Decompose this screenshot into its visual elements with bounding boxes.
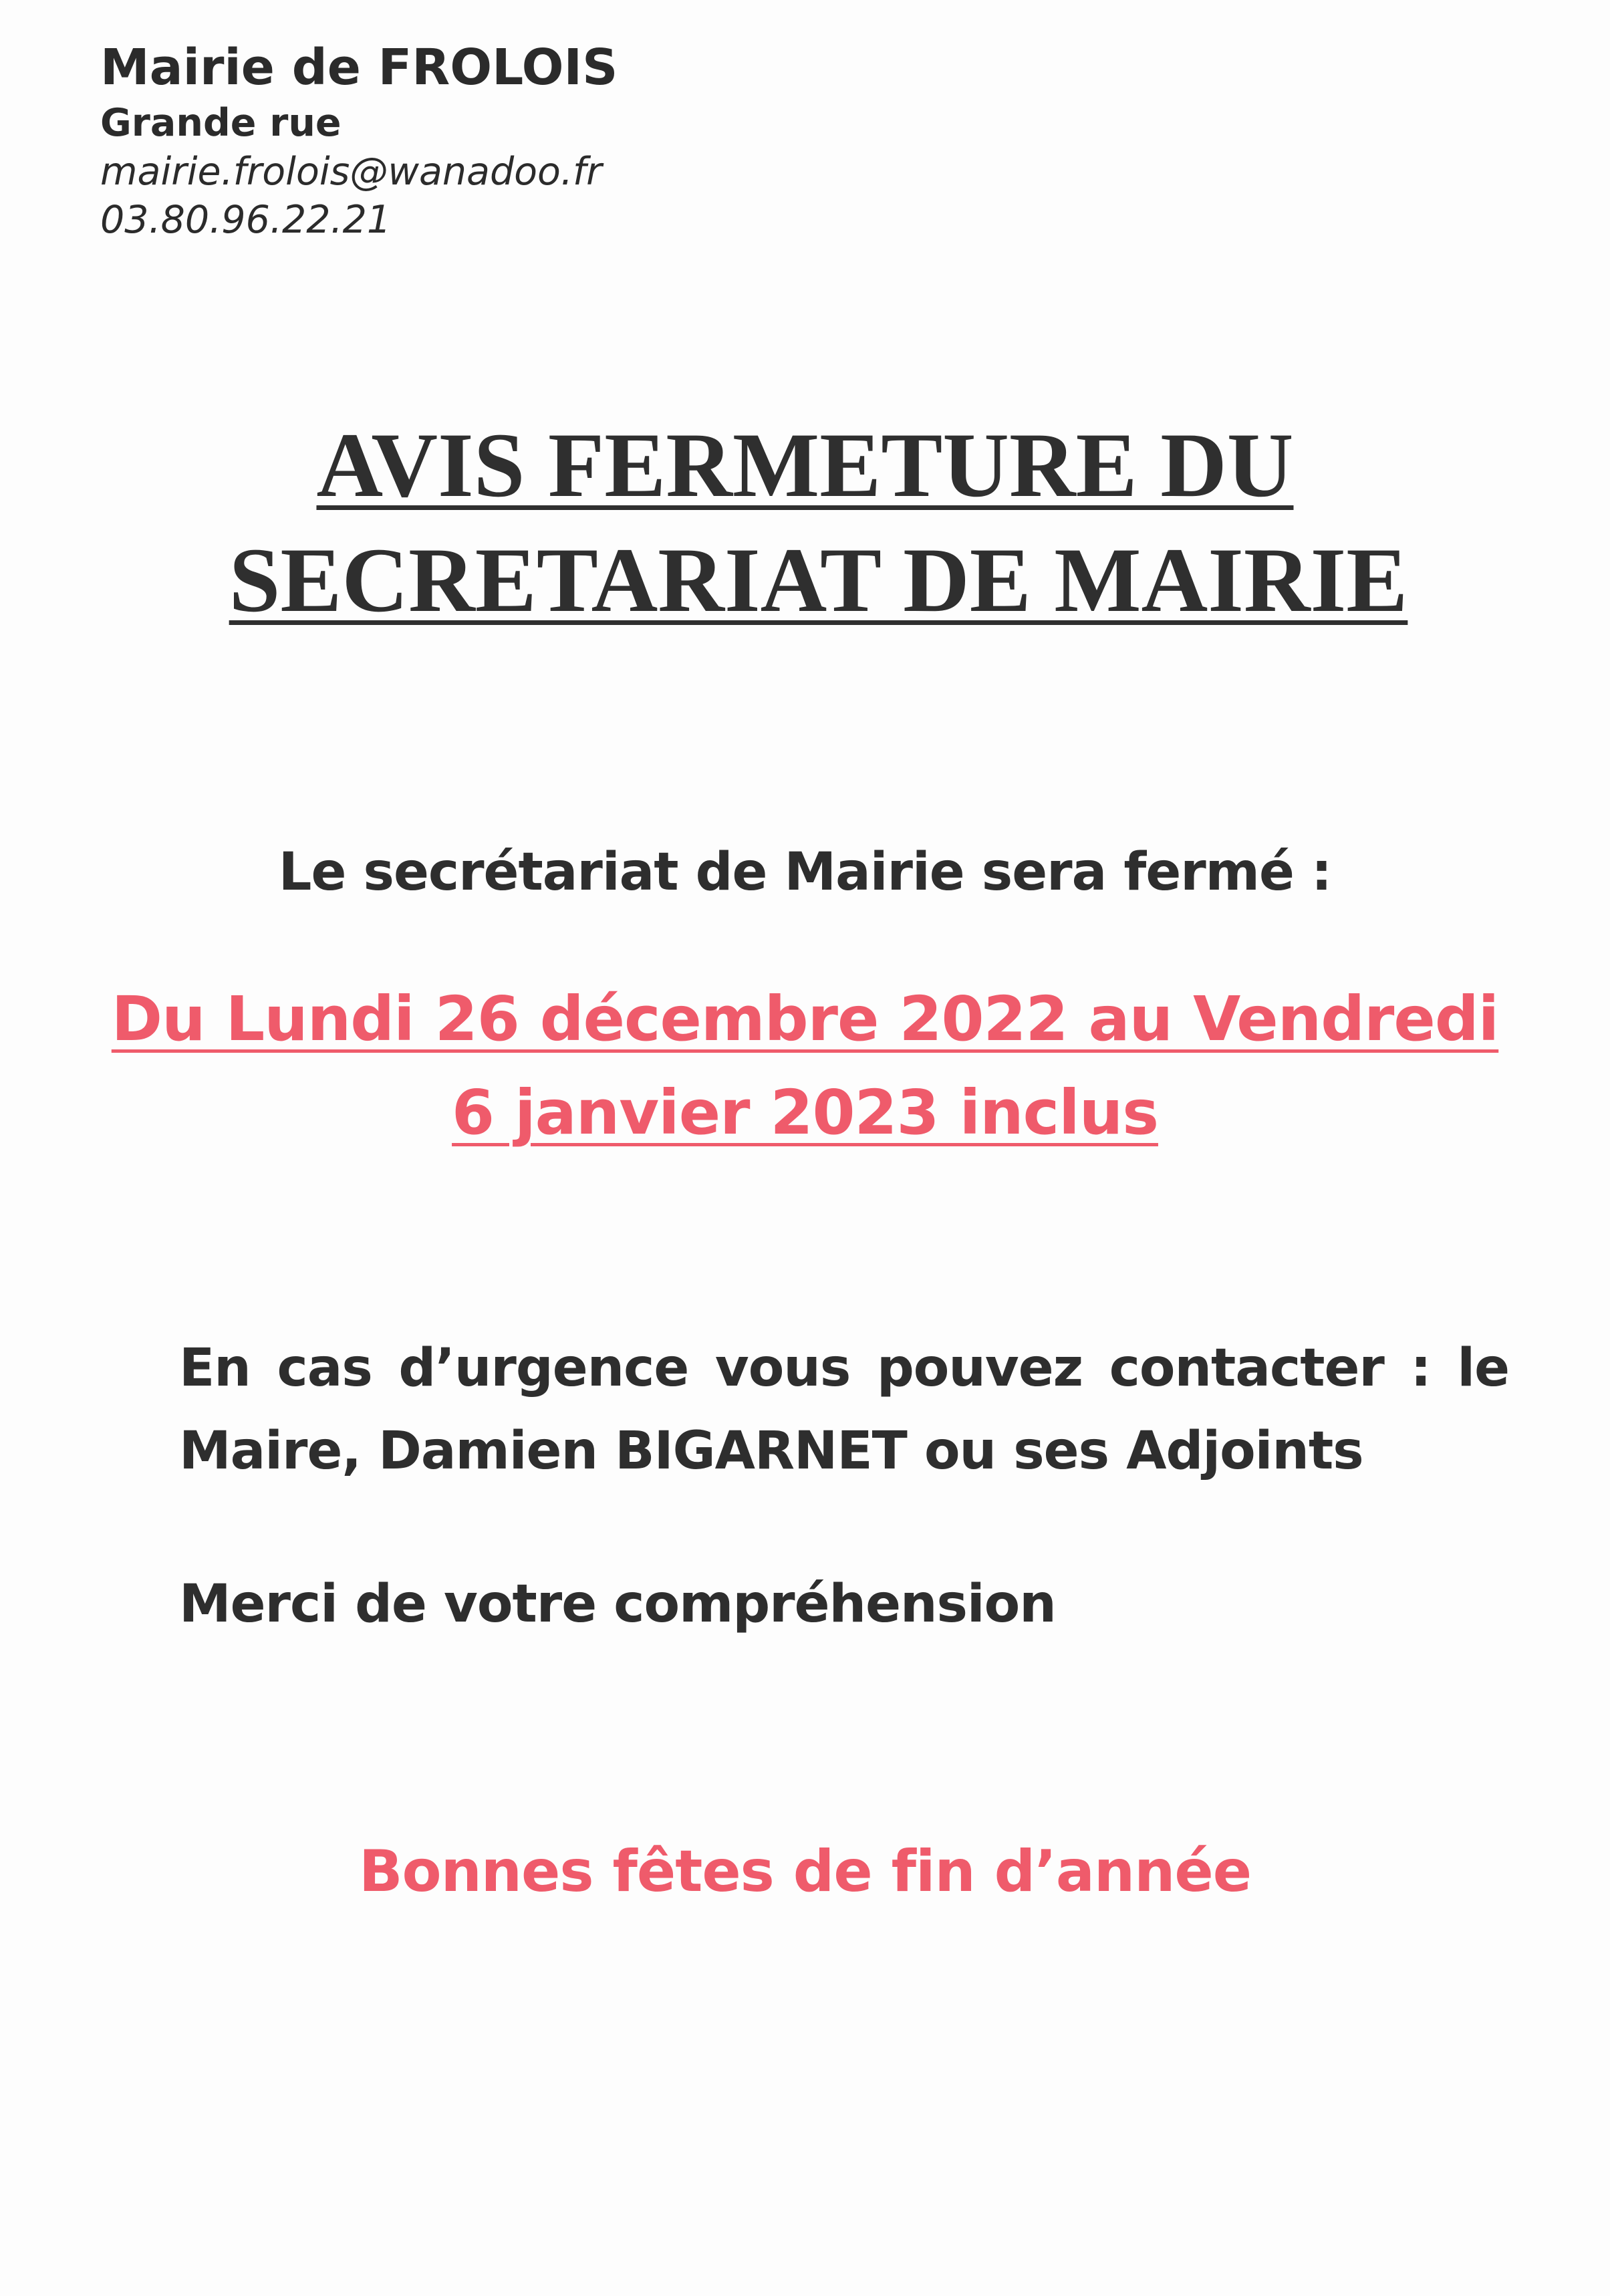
title-line-2: SECRETARIAT DE MAIRIE [229, 529, 1408, 631]
season-greetings: Bonnes fêtes de fin d’année [358, 1838, 1252, 1905]
closure-intro: Le secrétariat de Mairie sera fermé : [278, 842, 1332, 902]
closure-dates-line-1: Du Lundi 26 décembre 2022 au Vendredi [111, 983, 1499, 1055]
organization-name: Mairie de FROLOIS [100, 39, 618, 96]
contact-email: mairie.frolois@wanadoo.fr [100, 150, 602, 194]
emergency-contact-line-1: En cas d’urgence vous pouvez contacter : le [179, 1338, 1509, 1398]
title-line-1: AVIS FERMETURE DU [316, 414, 1294, 516]
emergency-contact [179, 1327, 1509, 1493]
sender-header [100, 37, 835, 244]
notice-title [0, 408, 1610, 638]
contact-phone: 03.80.96.22.21 [100, 198, 392, 242]
street-address: Grande rue [100, 101, 342, 145]
emergency-contact-line-2: Maire, Damien BIGARNET ou ses Adjoints [179, 1421, 1363, 1481]
closure-dates [0, 973, 1610, 1160]
thanks-message: Merci de votre compréhension [179, 1574, 1056, 1634]
closure-dates-line-2: 6 janvier 2023 inclus [452, 1077, 1158, 1148]
